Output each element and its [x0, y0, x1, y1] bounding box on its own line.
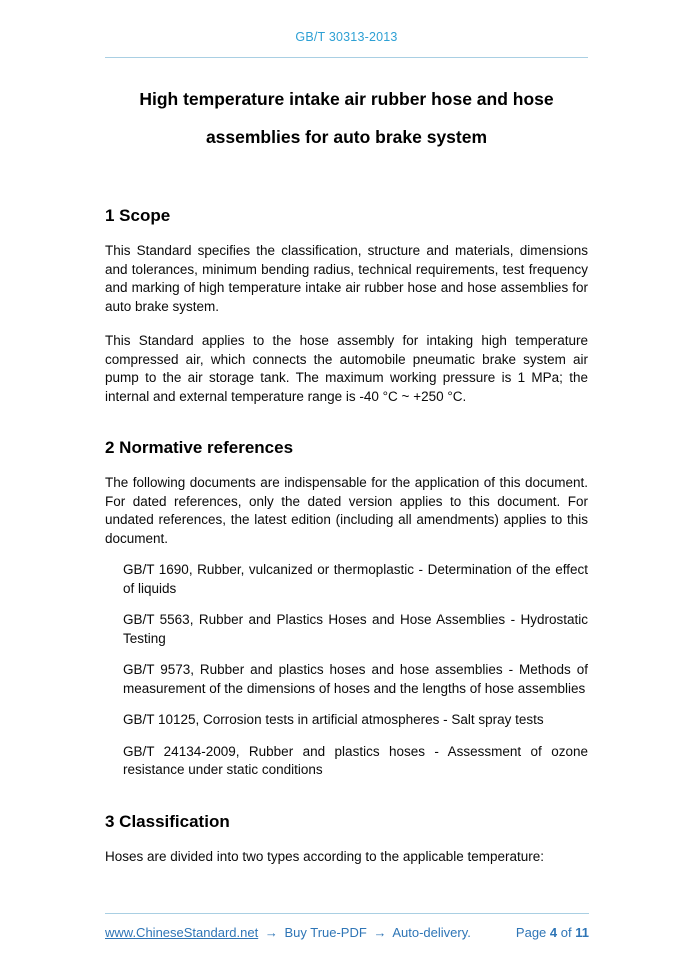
total-pages: 11 — [575, 925, 589, 940]
doc-number: GB/T 30313-2013 — [295, 30, 398, 44]
footer-delivery-label: Auto-delivery. — [392, 925, 471, 940]
reference-item: GB/T 24134-2009, Rubber and plastics hoses - Assessment of ozone resistance under static conditions — [123, 743, 588, 777]
document-title-line2: assemblies for auto brake system — [205, 127, 488, 147]
footer-buy-label: Buy True-PDF — [284, 925, 367, 940]
reference-item: GB/T 10125, Corrosion tests in artificial atmospheres - Salt spray tests — [123, 712, 544, 727]
arrow-right-icon: → — [373, 925, 387, 940]
document-title — [105, 80, 588, 156]
page-footer — [105, 913, 589, 940]
page-label: Page — [515, 925, 547, 940]
section-heading-normative-references: 2 Normative references — [105, 438, 294, 457]
section-heading-scope: 1 Scope — [105, 206, 171, 225]
reference-item: GB/T 5563, Rubber and Plastics Hoses and Hose Assemblies - Hydrostatic Testing — [123, 612, 588, 646]
document-title-line1: High temperature intake air rubber hose and hose — [139, 89, 554, 109]
footer-promo — [105, 925, 471, 940]
normative-intro-paragraph: The following documents are indispensable for the application of this document. For dated references, only the dated version applies to this document. For undated references, the latest edition (including all amendments) applies to this document. — [105, 475, 588, 546]
scope-paragraph-1: This Standard specifies the classification, structure and materials, dimensions and tolerances, minimum bending radius, technical requirements, test frequency and marking of high temperature intake air rubber hose and hose assemblies for auto brake system. — [105, 243, 588, 314]
section-heading-classification: 3 Classification — [105, 811, 230, 831]
reference-item: GB/T 9573, Rubber and plastics hoses and hose assemblies - Methods of measurement of the dimensions of hoses and the lengths of hose assemblies — [123, 662, 588, 696]
page-number: 4 — [549, 925, 558, 940]
of-label: of — [560, 925, 572, 940]
scope-paragraph-2: This Standard applies to the hose assembly for intaking high temperature compressed air, which connects the automobile pneumatic brake system air pump to the air storage tank. The maximum working pressure is 1 MPa; the internal and external temperature range is -40 °C ~ +250 °C. — [105, 333, 588, 404]
classification-intro-paragraph: Hoses are divided into two types according to the applicable temperature: — [105, 848, 545, 864]
footer-website-link[interactable]: www.ChineseStandard.net — [105, 925, 259, 940]
reference-item: GB/T 1690, Rubber, vulcanized or thermoplastic - Determination of the effect of liquids — [123, 562, 588, 596]
page-indicator — [516, 925, 589, 940]
document-header — [105, 30, 588, 58]
arrow-right-icon: → — [264, 925, 278, 940]
